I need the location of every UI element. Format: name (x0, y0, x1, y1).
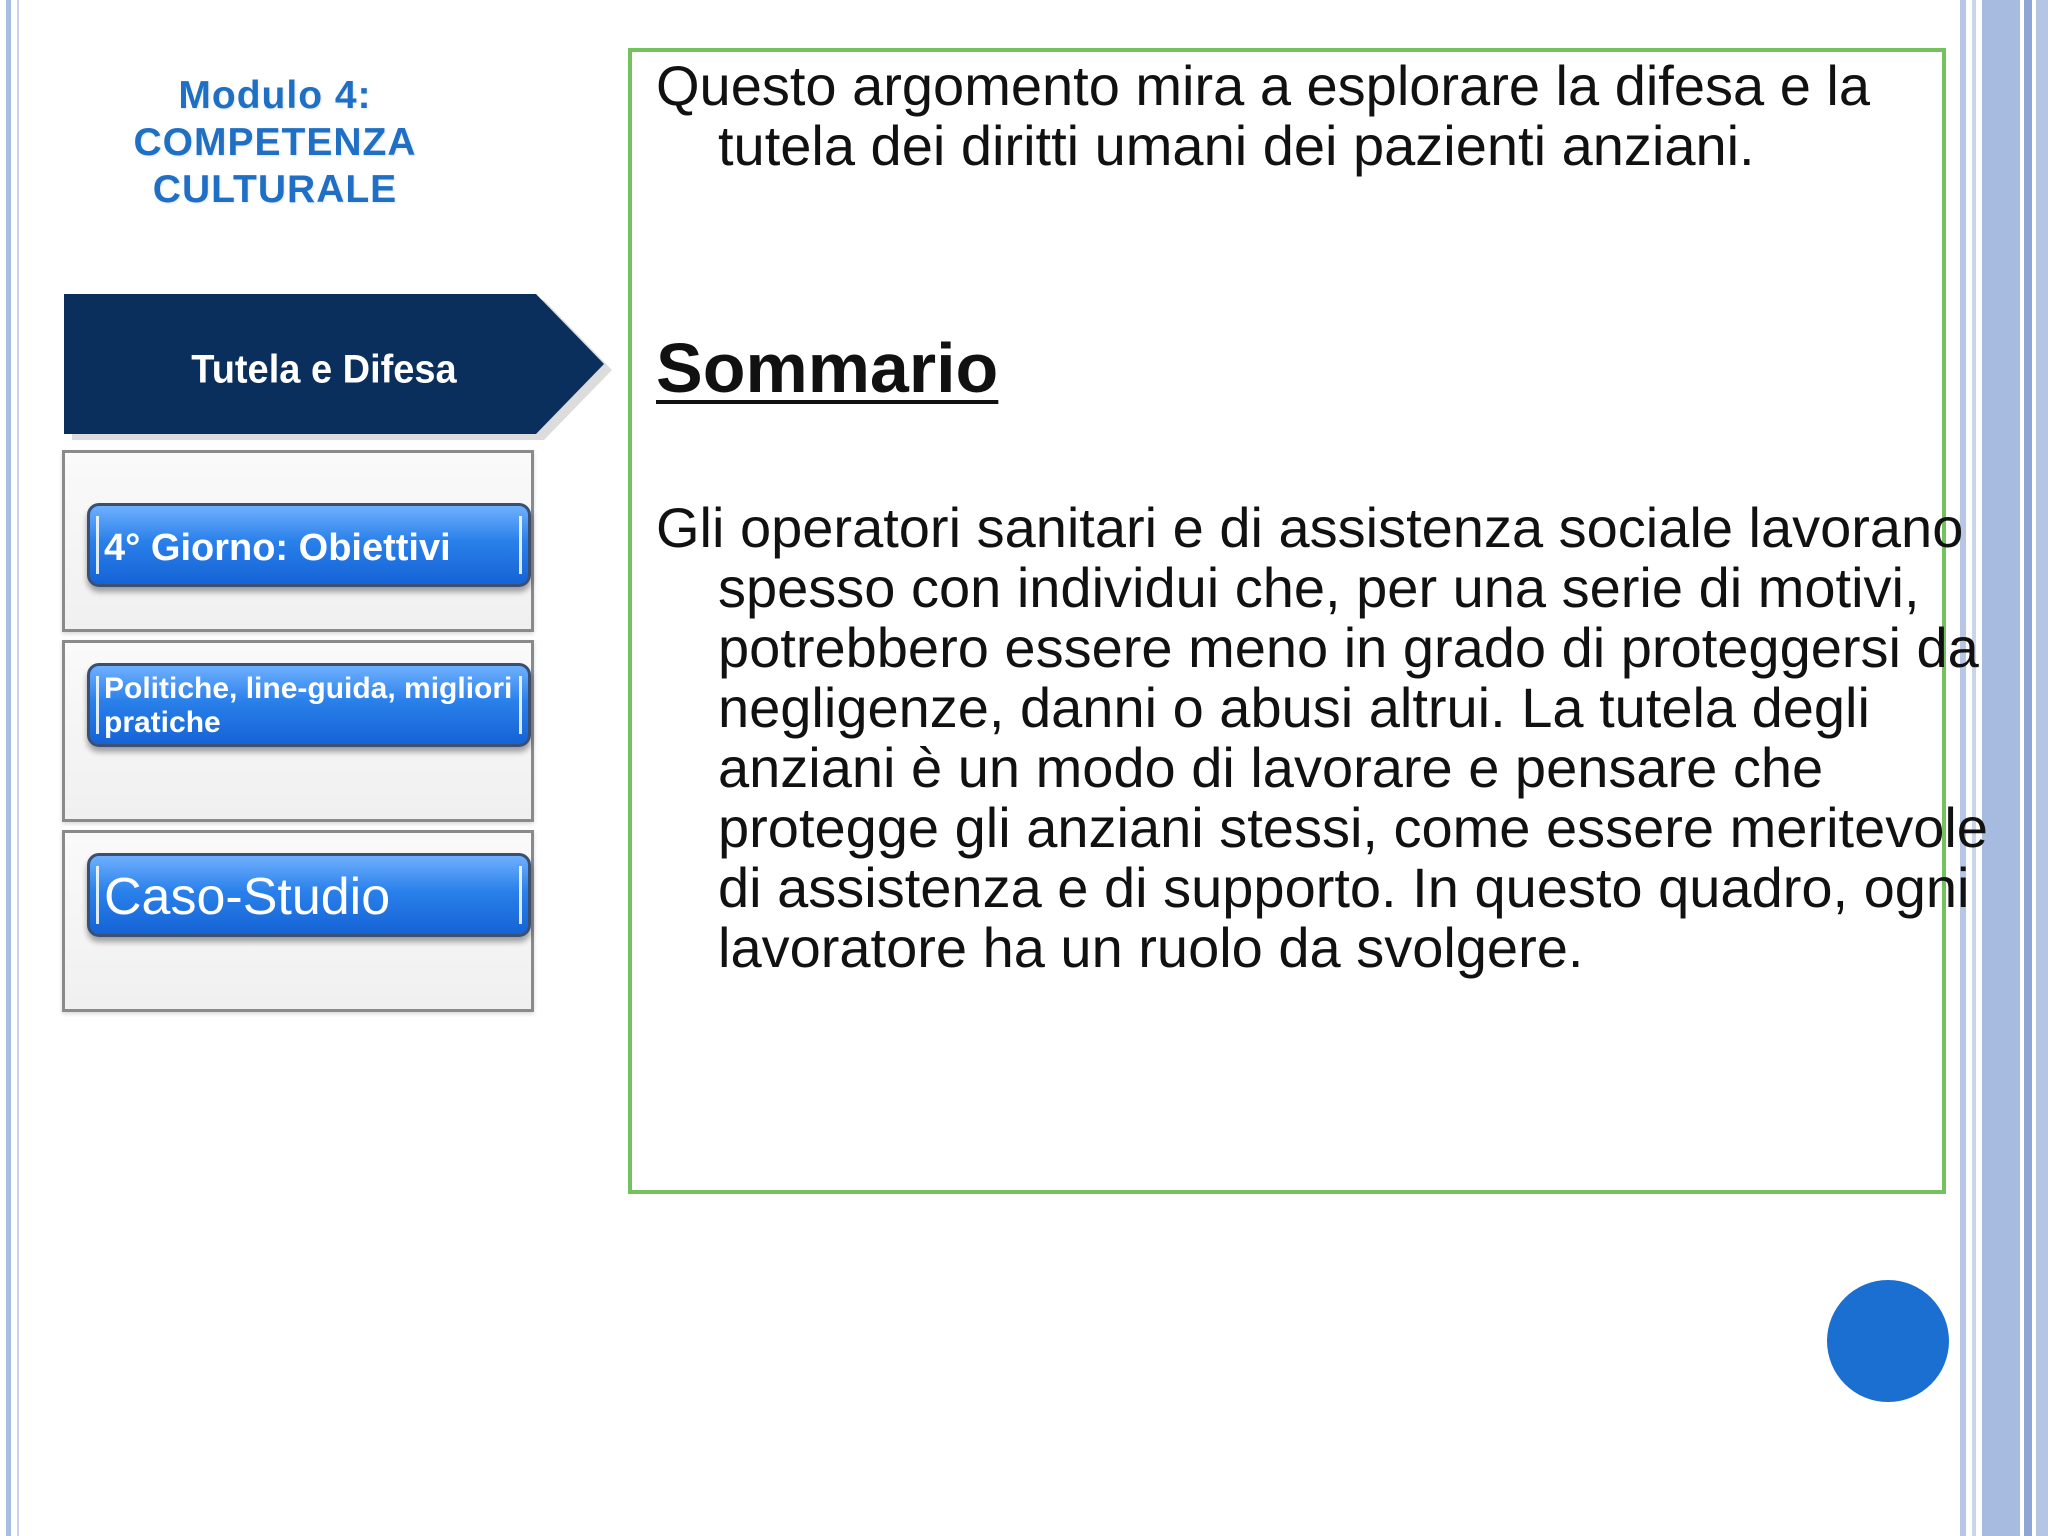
slide-frame-left (6, 0, 11, 1536)
module-number: Modulo 4: (178, 74, 372, 117)
intro-paragraph: Questo argomento mira a esplorare la difesa e la tutela dei diritti umani dei pazienti anziani. (656, 54, 1870, 177)
content-panel (628, 48, 1988, 1194)
module-name-line1: COMPETENZA (133, 121, 417, 164)
nav-active-arrow[interactable] (64, 290, 624, 450)
module-title (110, 72, 440, 213)
decorative-circle (1827, 1280, 1949, 1402)
nav-card-caso-studio (62, 830, 534, 1012)
section-heading: Sommario (656, 329, 999, 407)
slide-frame-right (2036, 0, 2048, 1536)
nav-card-politiche (62, 640, 534, 822)
summary-paragraph: Gli operatori sanitari e di assistenza sociale lavorano spesso con individui che, per una serie di motivi, potrebbero essere meno in grado di proteggersi da negligenze, danni o abusi altrui. La tutela degli anziani è un modo di lavorare e pensare che protegge gli anziani stessi, come essere meritevole di assistenza e di supporto. In questo quadro, ogni lavoratore ha un ruolo da svolgere. (656, 496, 1988, 979)
nav-card-obiettivi (62, 450, 534, 632)
module-name-line2: CULTURALE (152, 168, 398, 211)
nav-button-obiettivi[interactable]: 4° Giorno: Obiettivi (87, 503, 531, 587)
nav-active-label: Tutela e Difesa (191, 347, 457, 392)
nav-button-caso-studio[interactable]: Caso-Studio (87, 853, 531, 937)
slide-frame-left-inner (17, 0, 19, 1536)
nav-button-politiche[interactable]: Politiche, line-guida, migliori pratiche (87, 663, 531, 747)
slide-frame-right (2024, 0, 2032, 1536)
